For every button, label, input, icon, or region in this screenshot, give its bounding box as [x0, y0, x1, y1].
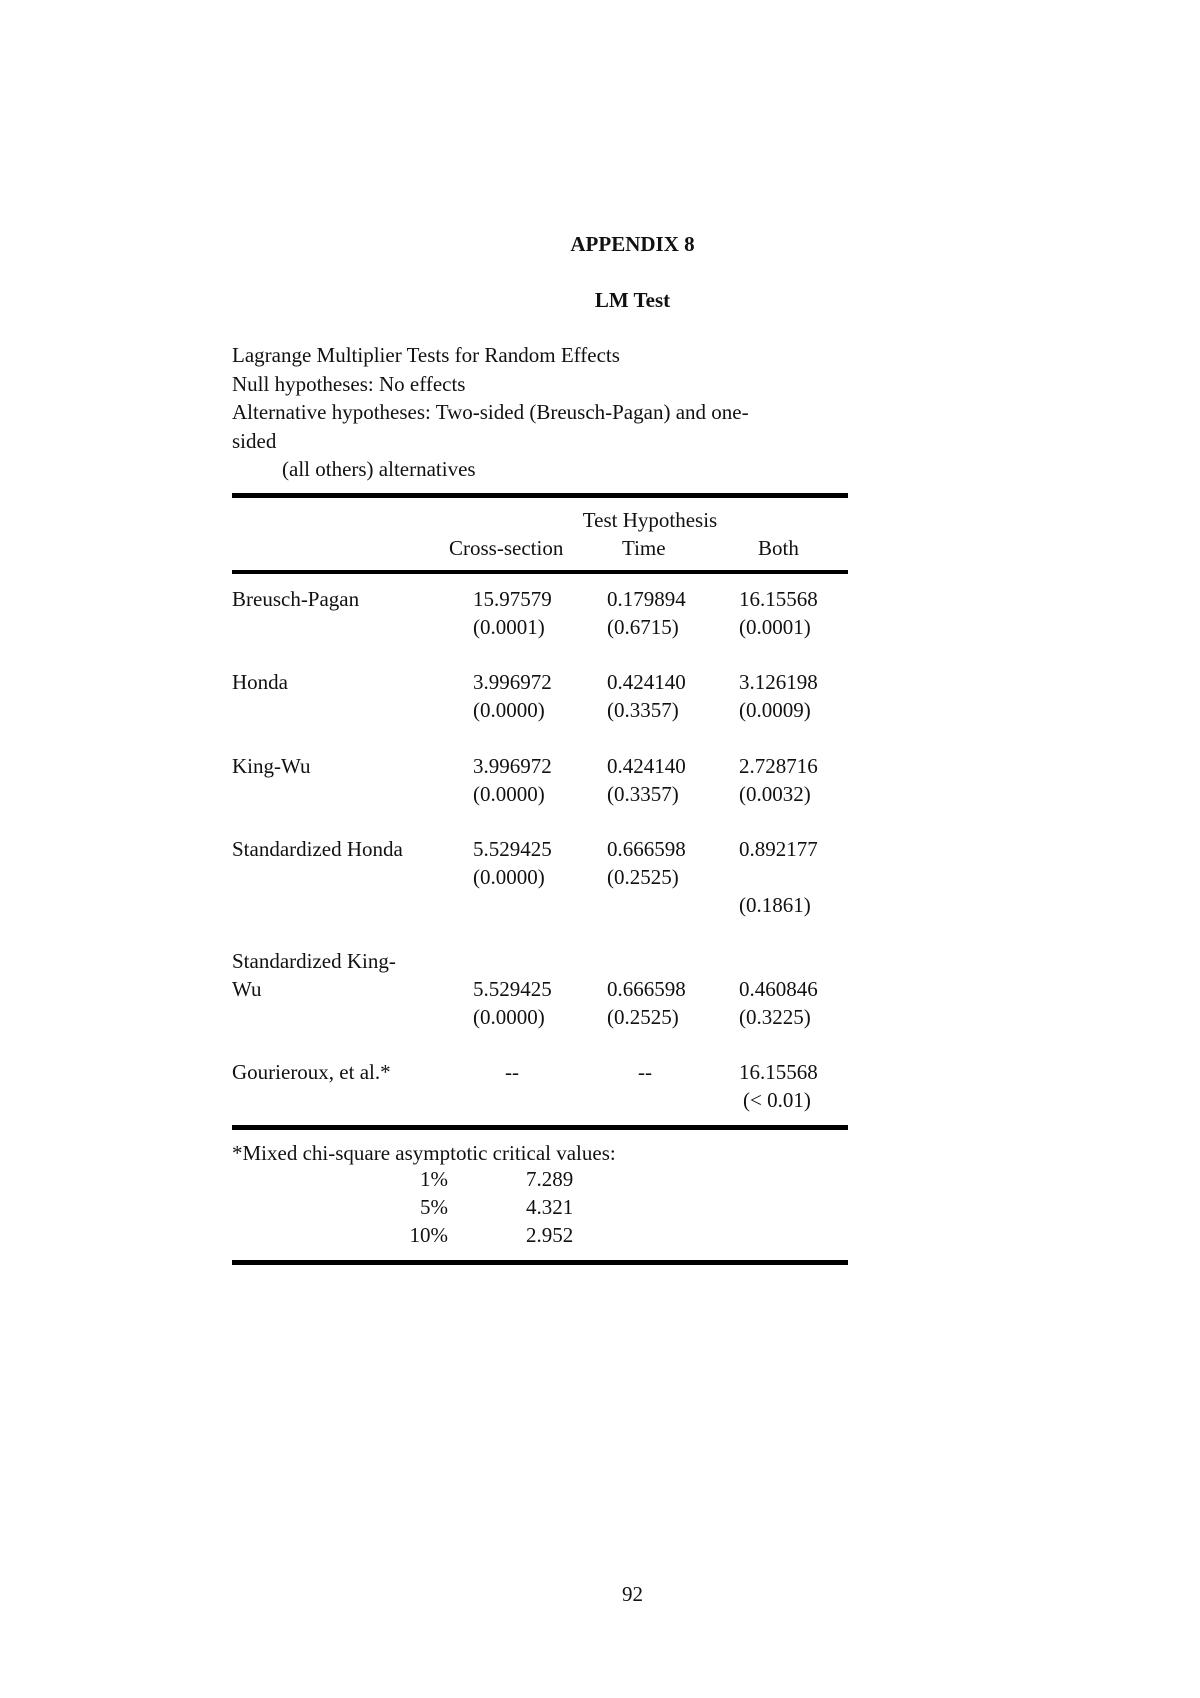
table-cell: 5.529425	[473, 977, 552, 1001]
table-cell-pvalue: (0.2525)	[607, 1005, 679, 1029]
critical-value: 4.321	[526, 1195, 574, 1219]
table-cell-pvalue: (< 0.01)	[743, 1088, 811, 1112]
table-cell: 2.728716	[739, 754, 818, 778]
appendix-title: APPENDIX 8	[570, 232, 695, 256]
table-cell-pvalue: (0.6715)	[607, 615, 679, 639]
test-description	[232, 341, 852, 484]
row-label-standardized-king-wu: Standardized King-	[232, 949, 396, 973]
table-top-rule	[232, 493, 848, 498]
critical-level: 1%	[420, 1167, 448, 1191]
footnote-bottom-rule	[232, 1260, 848, 1265]
column-header-cross-section: Cross-section	[449, 536, 564, 560]
header-rule	[232, 570, 848, 574]
table-cell-pvalue: (0.3357)	[607, 782, 679, 806]
description-line: Null hypotheses: No effects	[232, 371, 466, 396]
table-cell: 3.126198	[739, 670, 818, 694]
table-cell-pvalue: (0.3357)	[607, 698, 679, 722]
section-title: LM Test	[594, 288, 671, 312]
table-cell: 16.15568	[739, 1060, 818, 1084]
table-cell-pvalue: (0.0001)	[473, 615, 545, 639]
table-cell: 0.666598	[607, 837, 686, 861]
table-cell: 3.996972	[473, 670, 552, 694]
group-header: Test Hypothesis	[582, 508, 718, 532]
column-header-both: Both	[758, 536, 799, 560]
row-label-breusch-pagan: Breusch-Pagan	[232, 587, 360, 611]
table-cell: 5.529425	[473, 837, 552, 861]
table-cell-pvalue: (0.0009)	[739, 698, 811, 722]
table-cell: 3.996972	[473, 754, 552, 778]
table-cell-pvalue: (0.1861)	[739, 893, 811, 917]
table-cell: 15.97579	[473, 587, 552, 611]
table-cell: 0.424140	[607, 670, 686, 694]
table-cell-pvalue: (0.0032)	[739, 782, 811, 806]
table-cell: 16.15568	[739, 587, 818, 611]
table-cell-pvalue: (0.2525)	[607, 865, 679, 889]
table-cell: 0.460846	[739, 977, 818, 1001]
table-cell: 0.424140	[607, 754, 686, 778]
description-line: Alternative hypotheses: Two-sided (Breusch-Pagan) and one-	[232, 400, 749, 424]
table-cell-pvalue: (0.0000)	[473, 782, 545, 806]
critical-value: 2.952	[526, 1223, 574, 1247]
row-label-king-wu: King-Wu	[232, 754, 311, 778]
row-label-standardized-king-wu-cont: Wu	[232, 977, 262, 1001]
row-label-honda: Honda	[232, 670, 288, 694]
table-cell-pvalue: (0.0001)	[739, 615, 811, 639]
column-header-time: Time	[622, 536, 666, 560]
table-cell-pvalue: (0.3225)	[739, 1005, 811, 1029]
row-label-gourieroux: Gourieroux, et al.*	[232, 1060, 391, 1084]
table-cell: --	[638, 1060, 652, 1084]
critical-level: 5%	[420, 1195, 448, 1219]
table-cell-pvalue: (0.0000)	[473, 698, 545, 722]
page-number: 92	[622, 1582, 643, 1606]
description-line: sided	[232, 428, 277, 453]
table-cell-pvalue: (0.0000)	[473, 865, 545, 889]
table-cell: 0.666598	[607, 977, 686, 1001]
row-label-standardized-honda: Standardized Honda	[232, 837, 403, 861]
table-cell: 0.892177	[739, 837, 818, 861]
critical-value: 7.289	[526, 1167, 574, 1191]
description-line: (all others) alternatives	[282, 457, 476, 481]
critical-level: 10%	[409, 1223, 448, 1247]
table-cell-pvalue: (0.0000)	[473, 1005, 545, 1029]
table-bottom-rule	[232, 1125, 848, 1130]
table-cell: 0.179894	[607, 587, 686, 611]
footnote-text: *Mixed chi-square asymptotic critical values:	[232, 1141, 616, 1165]
table-cell: --	[505, 1060, 519, 1084]
description-line: Lagrange Multiplier Tests for Random Effects	[232, 343, 620, 367]
